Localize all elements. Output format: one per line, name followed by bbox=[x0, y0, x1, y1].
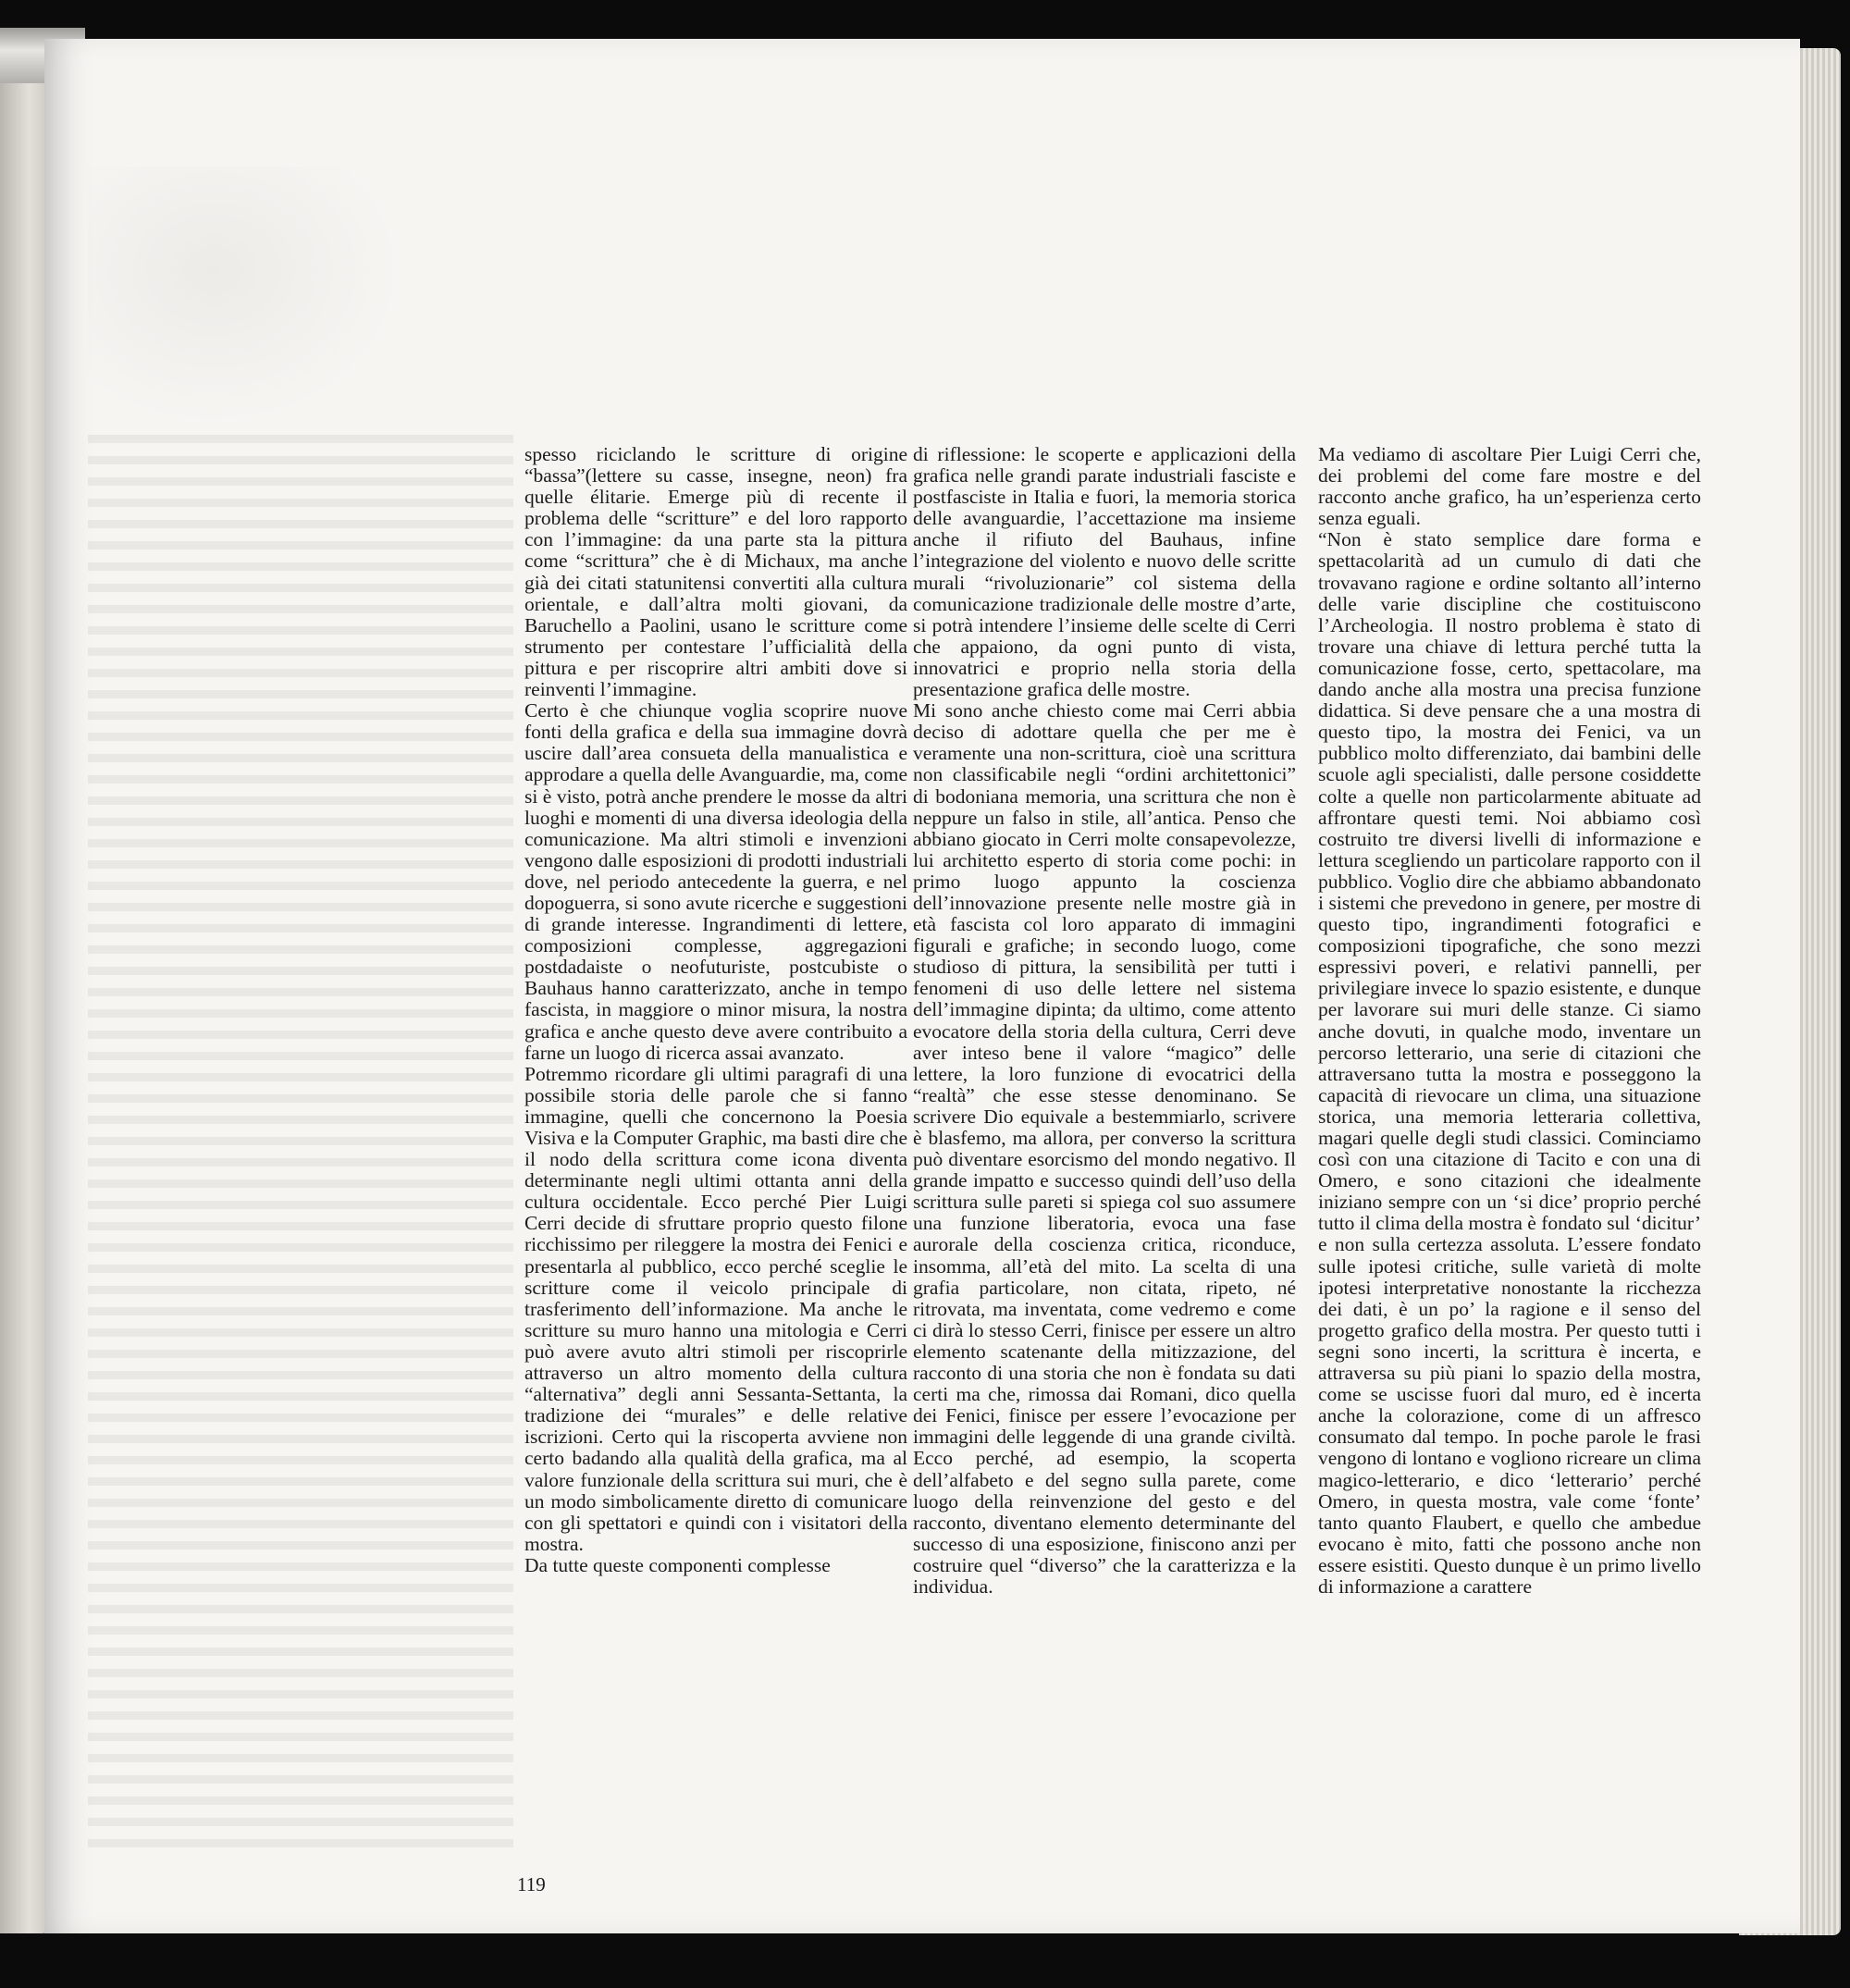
show-through-text bbox=[88, 435, 513, 1859]
show-through-area bbox=[88, 167, 402, 426]
paragraph: Ma vediamo di ascoltare Pier Luigi Cerri che, dei problemi del come fare mostre e del racconto anche grafico, ha un’esperienza certo senza eguali. bbox=[1318, 443, 1701, 530]
paragraph: spesso riciclando le scritture di origine “bassa”(lettere su casse, insegne, neon) fra quelle élitarie. Emerge più di recente il problema delle “scritture” e del loro rapporto con l’immagine: da una parte sta la pittura come “scrittura” che è di Michaux, ma anche già dei citati statunitensi convertiti alla cultura orientale, e dall’altra molti giovani, da Baruchello a Paolini, usano le scritture come strumento per contestare l’ufficialità della pittura e per riscoprire altri ambiti dove si reinventi l’immagine. bbox=[524, 443, 907, 701]
text-column-1 bbox=[524, 444, 907, 1576]
paragraph: Potremmo ricordare gli ultimi paragrafi di una possibile storia delle parole che si fanno immagine, quelli che concernono la Poesia Visiva e la Computer Graphic, ma basti dire che il nodo della scrittura come icona diventa determinante negli ultimi ottanta anni della cultura occidentale. Ecco perché Pier Luigi Cerri decide di sfruttare proprio questo filone ricchissimo per rileggere la mostra dei Fenici e presentarla al pubblico, ecco perché sceglie le scritture come il veicolo principale di trasferimento dell’informazione. Ma anche le scritture su muro hanno una mitologia e Cerri può avere avuto altri stimoli per riscoprirle attraverso un altro momento della cultura “alternativa” degli anni Sessanta-Settanta, la tradizione dei “murales” e delle relative iscrizioni. Certo qui la riscoperta avviene non certo badando alla qualità della grafica, ma al valore funzionale della scrittura sui muri, che è un modo simbolicamente diretto di comunicare con gli spettatori e quindi con i visitatori della mostra. bbox=[524, 1062, 907, 1555]
paragraph: di riflessione: le scoperte e applicazioni della grafica nelle grandi parate industriali fasciste e postfasciste in Italia e fuori, la memoria storica delle avanguardie, l’accettazione ma insieme anche il rifiuto del Bauhaus, infine l’integrazione del violento e nuovo delle scritte murali “rivoluzionarie” col sistema della comunicazione tradizionale delle mostre d’arte, si potrà intendere l’insieme delle scelte di Cerri che appaiono, da ogni punto di vista, innovatrici e proprio nella storia della presentazione grafica delle mostre. bbox=[913, 443, 1296, 701]
text-column-2 bbox=[913, 444, 1296, 1598]
paragraph: Da tutte queste componenti complesse bbox=[524, 1553, 831, 1576]
paragraph: “Non è stato semplice dare forma e spettacolarità ad un cumulo di dati che trovavano ragione e ordine soltanto all’interno delle varie discipline che costituiscono l’Archeologia. Il nostro problema è stato di trovare una chiave di lettura perché tutta la comunicazione fosse, certo, spettacolare, ma dando anche alla mostra una precisa funzione didattica. Si deve pensare che a una mostra di questo tipo, la mostra dei Fenici, va un pubblico molto differenziato, dai bambini delle scuole agli specialisti, dalle persone cosiddette colte a quelle non particolarmente abituate ad affrontare questi temi. Noi abbiamo così costruito tre diversi livelli di informazione e lettura scegliendo un particolare rapporto con il pubblico. Voglio dire che abbiamo abbandonato i sistemi che prevedono in genere, per mostre di questo tipo, ingrandimenti fotografici e composizioni tipografiche, che sono mezzi espressivi poveri, e relativi pannelli, per privilegiare invece lo spazio esistente, e dunque per lavorare sui muri delle stanze. Ci siamo anche dovuti, in qualche modo, inventare un percorso letterario, una serie di citazioni che attraversano tutta la mostra e posseggono la capacità di rievocare un clima, una situazione storica, una memoria letteraria collettiva, magari quelle degli studi classici. Cominciamo così con una citazione di Tacito e con una di Omero, e sono citazioni che idealmente iniziano sempre con un ‘si dice’ proprio perché tutto il clima della mostra è fondato sul ‘dicitur’ e non sulla certezza assoluta. L’essere fondato sulle ipotesi critiche, sulle varietà di molte ipotesi interpretative nonostante la ricchezza dei dati, è un po’ la ragione e il senso del progetto grafico della mostra. Per questo tutti i segni sono incerti, la scrittura è incerta, e attraversa su più piani lo spazio della mostra, come se uscisse fuori dal muro, ed è incerta anche la colorazione, come di un affresco consumato dal tempo. In poche parole le frasi vengono di lontano e vogliono ricreare un clima magico-letterario, e dico ‘letterario’ perché Omero, in questa mostra, vale come ‘fonte’ tanto quanto Flaubert, e quello che ambedue evocano è mito, fatti che possono anche non essere esistiti. Questo dunque è un primo livello di informazione a carattere bbox=[1318, 528, 1701, 1598]
paragraph: Certo è che chiunque voglia scoprire nuove fonti della grafica e della sua immagine dovrà uscire dall’area consueta della manualistica e approdare a quella delle Avanguardie, ma, come si è visto, potrà anche prendere le mosse da altri luoghi e momenti di una diversa ideologia della comunicazione. Ma altri stimoli e invenzioni vengono dalle esposizioni di prodotti industriali dove, nel periodo antecedente la guerra, e nel dopoguerra, si sono avute ricerche e suggestioni di grande interesse. Ingrandimenti di lettere, composizioni complesse, aggregazioni postdadaiste o neofuturiste, postcubiste o Bauhaus hanno caratterizzato, anche in tempo fascista, in maggiore o minor misura, la nostra grafica e anche questo deve avere contribuito a farne un luogo di ricerca assai avanzato. bbox=[524, 699, 907, 1064]
text-column-3 bbox=[1318, 444, 1701, 1598]
paragraph: Mi sono anche chiesto come mai Cerri abbia deciso di adottare quella che per me è veramente una non-scrittura, cioè una scrittura non classificabile negli “ordini architettonici” di bodoniana memoria, una scrittura che non è neppure un falso in stile, all’antica. Penso che abbiano giocato in Cerri molte consapevolezze, lui architetto esperto di storia come pochi: in primo luogo appunto la coscienza dell’innovazione presente nelle mostre già in età fascista col loro apparato di immagini figurali e grafiche; in secondo luogo, come studioso di pittura, la sensibilità per tutti i fenomeni di uso delle lettere nel sistema dell’immagine dipinta; da ultimo, come attento evocatore della storia della cultura, Cerri deve aver inteso bene il valore “magico” delle lettere, la loro funzione di evocatrici della “realtà” che esse stesse denominano. Se scrivere Dio equivale a bestemmiarlo, scrivere è blasfemo, ma allora, per converso la scrittura può diventare esorcismo del mondo negativo. Il grande impatto e successo quindi dell’uso della scrittura sulle pareti si spiega col suo assumere una funzione liberatoria, evoca una fase aurorale della coscienza critica, riconduce, insomma, all’età del mito. La scelta di una grafia particolare, non citata, ripeto, né ritrovata, ma inventata, come vedremo e come ci dirà lo stesso Cerri, finisce per essere un altro elemento scatenante della mitizzazione, del racconto di una storia che non è fondata su dati certi ma che, rimossa dai Romani, dico quella dei Fenici, finisce per essere l’evocazione per immagini delle leggende di una grande civiltà. Ecco perché, ad esempio, la scoperta dell’alfabeto e del segno sulla parete, come luogo della reinvenzione del gesto e del racconto, diventano elemento determinante del successo di una esposizione, finiscono anzi per costruire quel “diverso” che la caratterizza e la individua. bbox=[913, 699, 1296, 1598]
page-number: 119 bbox=[517, 1873, 546, 1895]
previous-page-edge bbox=[0, 28, 48, 1933]
